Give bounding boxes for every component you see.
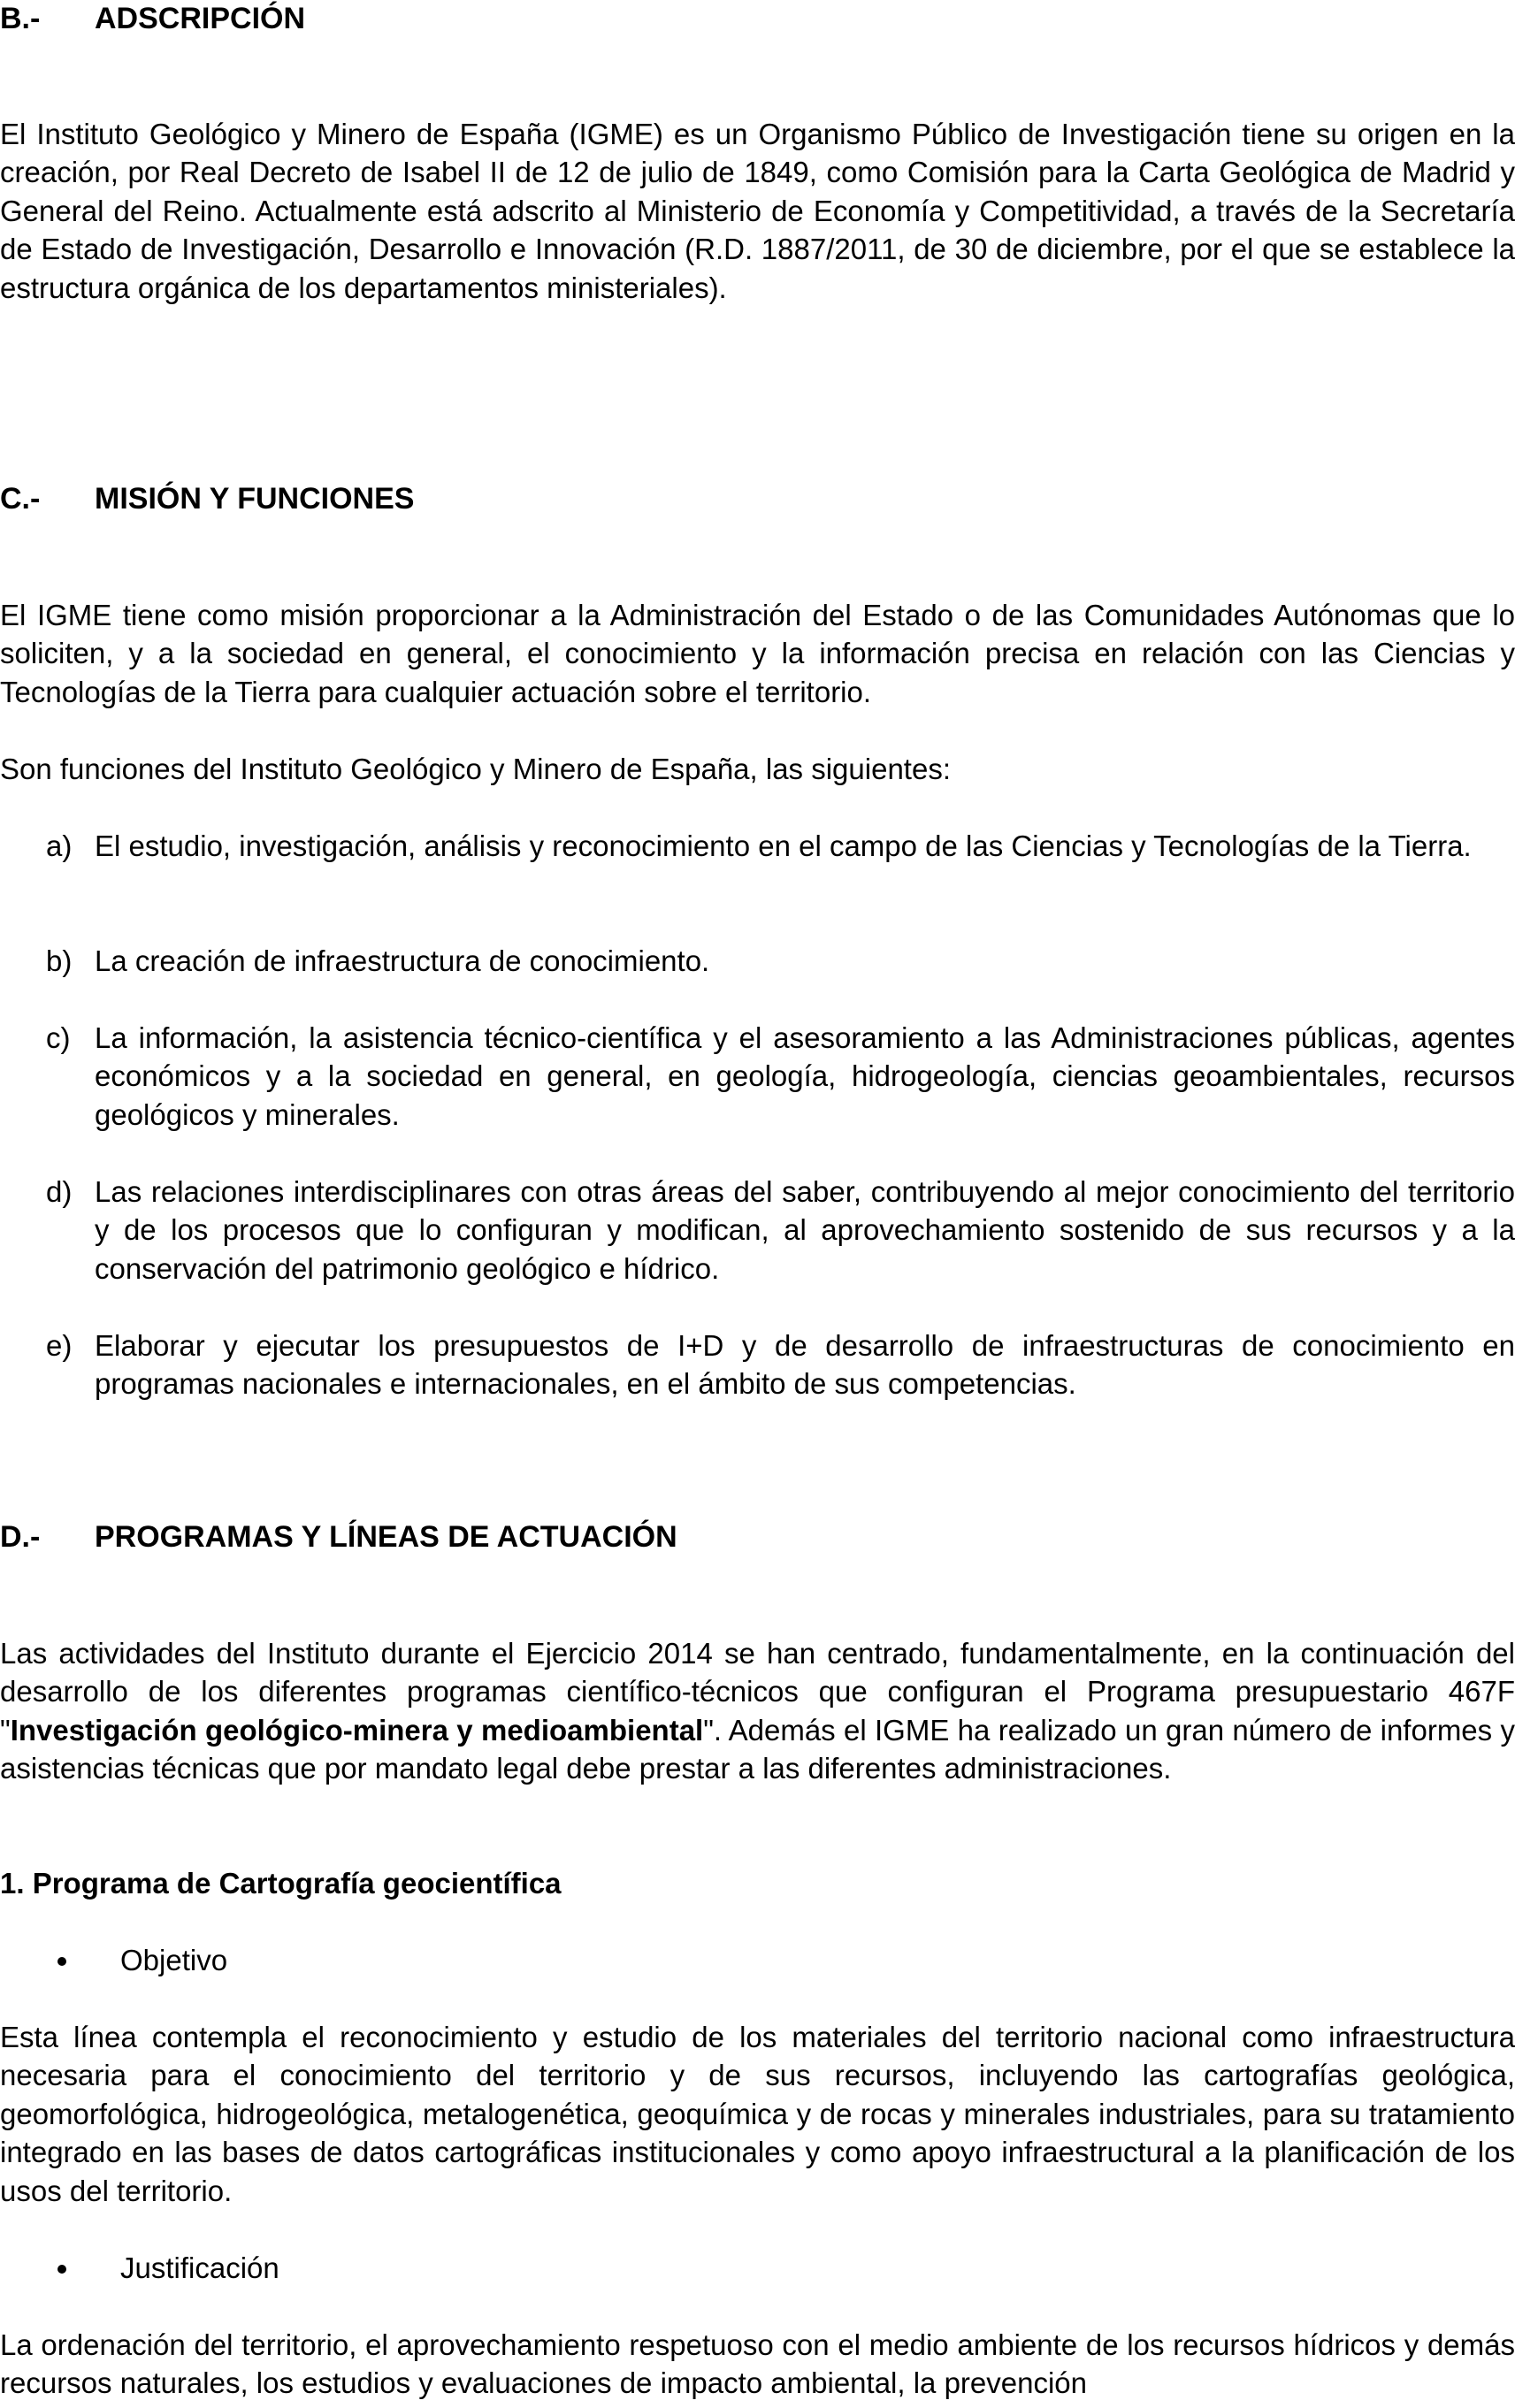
functions-intro: Son funciones del Instituto Geológico y Minero de España, las siguientes:	[0, 753, 951, 785]
list-marker: d)	[46, 1175, 73, 1208]
function-item-a	[0, 827, 1515, 865]
justification-paragraph: La ordenación del territorio, el aprovechamiento respetuoso con el medio ambiente de los recursos hídricos y demás recursos naturales, los estudios y evaluaciones de impacto ambiental, la prevención	[0, 2328, 1515, 2400]
section-b-paragraph: El Instituto Geológico y Minero de España (IGME) es un Organismo Público de Investigación tiene su origen en la creación, por Real Decreto de Isabel II de 12 de julio de 1849, como Comisión para la Carta Geológica de Madrid y General del Reino. Actualmente está adscrito al Ministerio de Economía y Competitividad, a través de la Secretaría de Estado de Investigación, Desarrollo e Innovación (R.D. 1887/2011, de 30 de diciembre, por el que se establece la estructura orgánica de los departamentos ministeriales).	[0, 118, 1515, 304]
section-d-heading	[0, 1518, 1515, 1556]
function-item-c	[0, 1019, 1515, 1134]
activities-text-start: Las actividades del Instituto durante el Ejercicio 2014 se han centrado, fundamentalmente, en la continuación del desarrollo de los diferentes programas científico-técnicos que configuran el Programa presupuestario 467F "	[0, 1637, 1515, 1747]
justification-label: Justificación	[120, 2251, 279, 2284]
list-item-text: Elaborar y ejecutar los presupuestos de I+D y de desarrollo de infraestructuras de conocimiento en programas nacionales e internacionales, en el ámbito de sus competencias.	[95, 1329, 1515, 1401]
activities-paragraph	[0, 1634, 1515, 1788]
list-marker: c)	[46, 1021, 71, 1054]
list-item-text: El estudio, investigación, análisis y reconocimiento en el campo de las Ciencias y Tecnologías de la Tierra.	[95, 829, 1472, 862]
section-c-letter: C.-	[0, 482, 41, 516]
section-c-title: MISIÓN Y FUNCIONES	[95, 482, 415, 516]
section-c-heading	[0, 480, 1515, 518]
list-item-text: Las relaciones interdisciplinares con otras áreas del saber, contribuyendo al mejor conocimiento del territorio y de los procesos que lo configuran y modifican, al aprovechamiento sostenido de sus recursos y a la conservación del patrimonio geológico e hídrico.	[95, 1175, 1515, 1285]
section-d-title: PROGRAMAS Y LÍNEAS DE ACTUACIÓN	[95, 1520, 677, 1554]
section-b-letter: B.-	[0, 2, 41, 35]
list-marker: b)	[46, 944, 73, 977]
bullet-dot-icon	[57, 2265, 66, 2274]
activities-text-end: ". Además el IGME ha realizado un gran número de informes y asistencias técnicas que por mandato legal debe prestar a las diferentes administraciones.	[0, 1713, 1515, 1785]
function-item-b	[0, 942, 1515, 980]
section-d-letter: D.-	[0, 1520, 41, 1554]
mission-paragraph: El IGME tiene como misión proporcionar a la Administración del Estado o de las Comunidades Autónomas que lo soliciten, y a la sociedad en general, el conocimiento y la información precisa en relación con las Ciencias y Tecnologías de la Tierra para cualquier actuación sobre el territorio.	[0, 599, 1515, 708]
section-b-title: ADSCRIPCIÓN	[95, 2, 306, 35]
list-marker: e)	[46, 1329, 73, 1362]
list-item-text: La creación de infraestructura de conocimiento.	[95, 944, 710, 977]
section-b-heading	[0, 0, 1515, 38]
objective-label: Objetivo	[120, 1944, 228, 1976]
list-item-text: La información, la asistencia técnico-científica y el asesoramiento a las Administraciones públicas, agentes económicos y a la sociedad en general, en geología, hidrogeología, ciencias geoambientales, recursos geológicos y minerales.	[95, 1021, 1515, 1131]
function-item-e	[0, 1326, 1515, 1403]
program-name-bold: Investigación geológico-minera y medioambiental	[10, 1713, 704, 1747]
function-item-d	[0, 1173, 1515, 1288]
program-1-title: 1. Programa de Cartografía geocientífica	[0, 1867, 562, 1900]
list-marker: a)	[46, 829, 73, 862]
objective-paragraph: Esta línea contempla el reconocimiento y estudio de los materiales del territorio nacional como infraestructura necesaria para el conocimiento del territorio y de sus recursos, incluyendo las cartografías geológica, geomorfológica, hidrogeológica, metalogenética, geoquímica y de rocas y minerales industriales, para su tratamiento integrado en las bases de datos cartográficas institucionales y como apoyo infraestructural a la planificación de los usos del territorio.	[0, 2021, 1515, 2207]
bullet-dot-icon	[57, 1957, 66, 1966]
